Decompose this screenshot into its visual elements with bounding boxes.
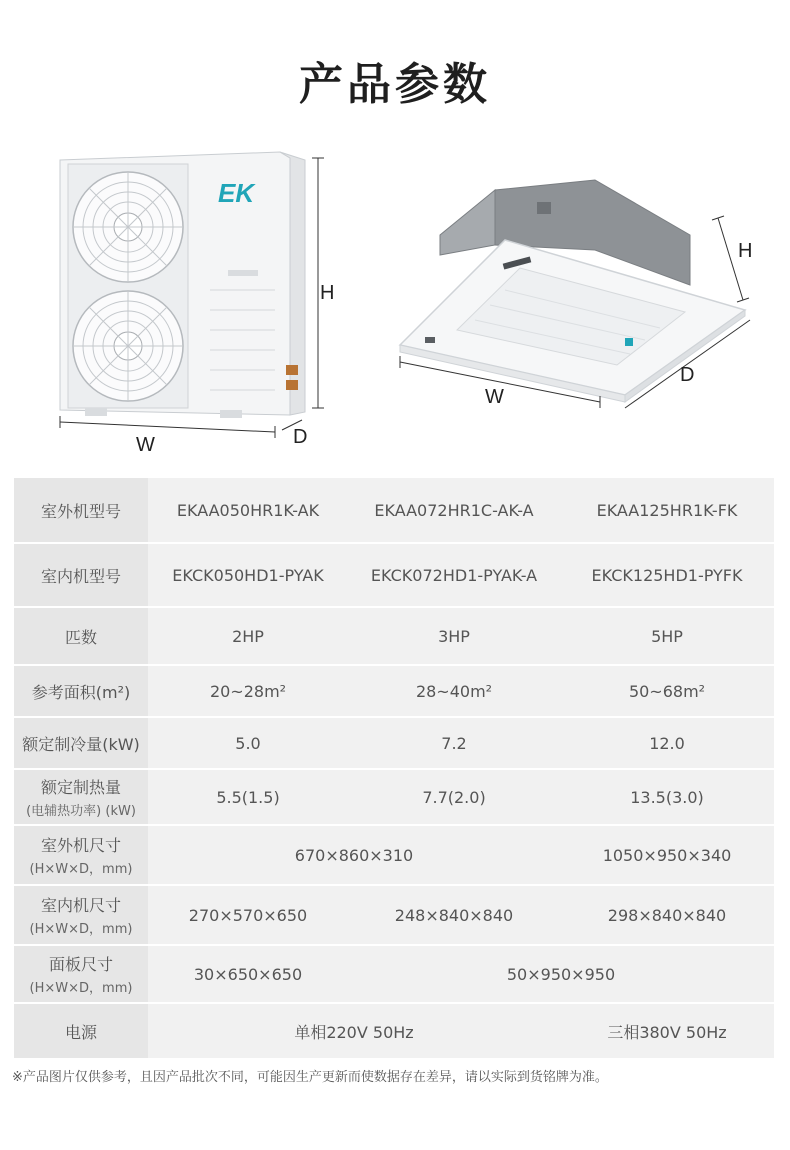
row-label: [14, 826, 148, 884]
disclaimer-note: ※产品图片仅供参考，且因产品批次不同，可能因生产更新而使数据存在差异，请以实际到货铭牌为准。: [12, 1070, 608, 1085]
table-cell: 1050×950×340: [560, 826, 774, 884]
row-label: [14, 886, 148, 944]
row-label-main: 室外机尺寸: [40, 836, 121, 855]
indoor-depth-label: D: [680, 364, 695, 386]
table-cell: EKAA050HR1K-AK: [148, 478, 348, 542]
table-cell: 7.2: [348, 718, 560, 768]
table-row: [14, 1004, 774, 1058]
table-cell: 248×840×840: [348, 886, 560, 944]
table-cell: 28~40m²: [348, 666, 560, 716]
row-label-main: 面板尺寸: [48, 955, 113, 974]
indoor-unit-image: [395, 140, 765, 470]
row-label: [14, 770, 148, 824]
top-fan-icon: [73, 172, 183, 282]
table-cell: EKAA125HR1K-FK: [560, 478, 774, 542]
indoor-height-label: H: [738, 240, 753, 262]
table-cell: 5.5(1.5): [148, 770, 348, 824]
table-cell: 20~28m²: [148, 666, 348, 716]
table-cell: 13.5(3.0): [560, 770, 774, 824]
table-cell: 单相220V 50Hz: [148, 1004, 560, 1058]
table-row: [14, 608, 774, 664]
outdoor-width-label: W: [136, 434, 155, 456]
row-label-main: 室内机尺寸: [40, 896, 121, 915]
table-cell: 50~68m²: [560, 666, 774, 716]
table-cell: EKCK125HD1-PYFK: [560, 544, 774, 606]
table-row: [14, 886, 774, 944]
table-cell: 三相380V 50Hz: [560, 1004, 774, 1058]
row-label: [14, 946, 148, 1002]
row-label: 参考面积(m²): [14, 666, 148, 716]
table-cell: 7.7(2.0): [348, 770, 560, 824]
table-cell: 298×840×840: [560, 886, 774, 944]
table-cell: 5HP: [560, 608, 774, 664]
row-label: 室内机型号: [14, 544, 148, 606]
row-label-main: 额定制热量: [40, 778, 121, 797]
outdoor-depth-label: D: [293, 426, 308, 448]
table-row: [14, 718, 774, 768]
table-cell: 30×650×650: [148, 946, 348, 1002]
table-row: [14, 946, 774, 1002]
table-row: [14, 544, 774, 606]
indoor-width-label: W: [485, 386, 504, 408]
outdoor-unit-image: [50, 140, 350, 470]
row-label: 室外机型号: [14, 478, 148, 542]
table-cell: 670×860×310: [148, 826, 560, 884]
row-label-sub: (H×W×D，mm): [29, 862, 133, 877]
row-label: 电源: [14, 1004, 148, 1058]
table-cell: 50×950×950: [348, 946, 774, 1002]
table-cell: 270×570×650: [148, 886, 348, 944]
table-cell: 3HP: [348, 608, 560, 664]
row-label: 额定制冷量(kW): [14, 718, 148, 768]
brand-logo: EK: [218, 178, 255, 208]
row-label: 匹数: [14, 608, 148, 664]
table-row: [14, 826, 774, 884]
indoor-unit-drawing: [395, 140, 765, 470]
table-row: [14, 478, 774, 542]
table-cell: EKAA072HR1C-AK-A: [348, 478, 560, 542]
spec-table: [14, 476, 774, 1060]
table-cell: EKCK072HD1-PYAK-A: [348, 544, 560, 606]
page-title: 产品参数: [299, 59, 491, 110]
outdoor-height-label: H: [320, 282, 335, 304]
table-cell: 12.0: [560, 718, 774, 768]
row-label-sub: (电辅热功率) (kW): [26, 804, 136, 819]
table-cell: 2HP: [148, 608, 348, 664]
table-cell: EKCK050HD1-PYAK: [148, 544, 348, 606]
bottom-fan-icon: [73, 291, 183, 401]
table-cell: 5.0: [148, 718, 348, 768]
row-label-sub: (H×W×D，mm): [29, 922, 133, 937]
outdoor-unit-drawing: [50, 140, 350, 470]
table-row: [14, 770, 774, 824]
table-row: [14, 666, 774, 716]
row-label-sub: (H×W×D，mm): [29, 981, 133, 996]
